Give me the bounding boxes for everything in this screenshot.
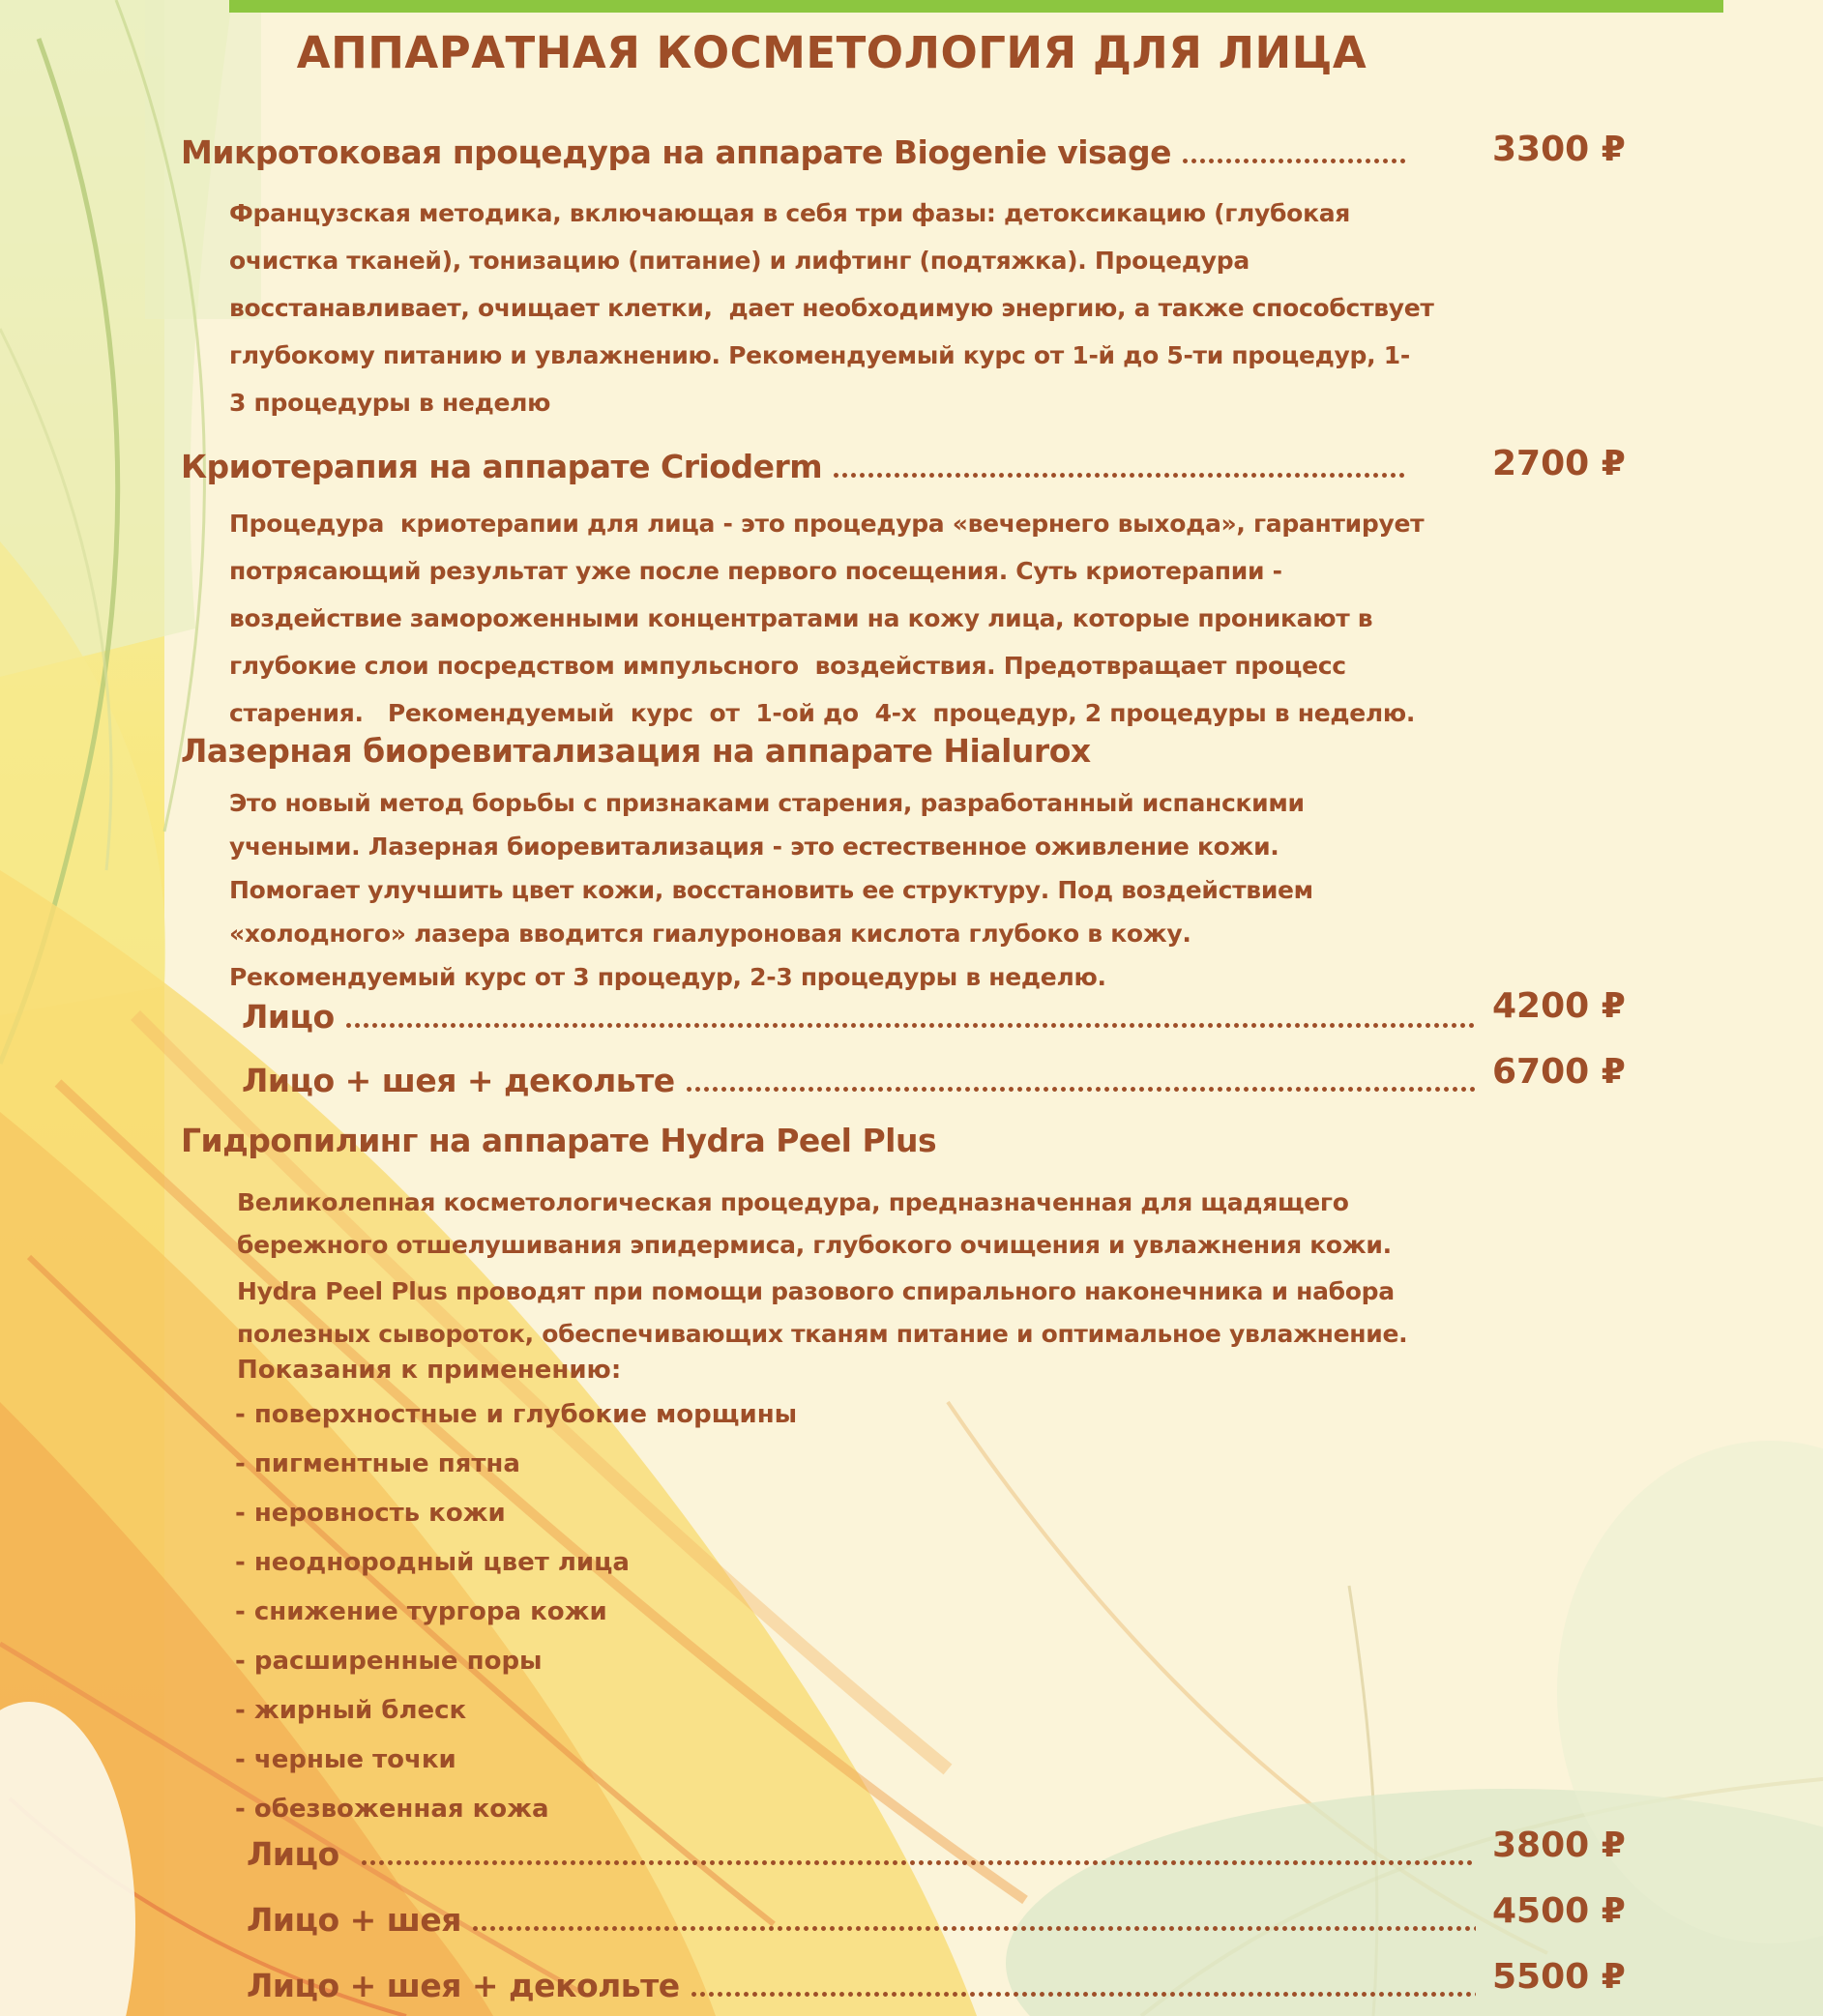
indication-item: - жирный блеск [235, 1696, 467, 1725]
service-row-biogenie [181, 133, 1412, 171]
description-line: Великолепная косметологическая процедура, предназначенная для щадящего [237, 1188, 1349, 1216]
description-line: старения. Рекомендуемый курс от 1-ой до 4-х процедур, 2 процедуры в неделю. [229, 699, 1416, 727]
dotted-leader [691, 1991, 1476, 1998]
price-row-label: Лицо + шея [247, 1901, 461, 1939]
price-row-label: Лицо + шея + декольте [242, 1062, 675, 1099]
price-value: 4200 ₽ [1492, 986, 1626, 1026]
page-title: АППАРАТНАЯ КОСМЕТОЛОГИЯ ДЛЯ ЛИЦА [296, 27, 1367, 78]
price-value: 3800 ₽ [1492, 1826, 1626, 1865]
price-row-label: Лицо [247, 1835, 350, 1873]
description-line: очистка тканей), тонизацию (питание) и лифтинг (подтяжка). Процедура [229, 247, 1250, 275]
service-description-hydra-1 [237, 1182, 1392, 1267]
indication-item: - снижение тургора кожи [235, 1597, 607, 1626]
description-line: Французская методика, включающая в себя три фазы: детоксикацию (глубокая [229, 199, 1351, 227]
indications-list [235, 1390, 797, 1834]
service-heading-biogenie: Микротоковая процедура на аппарате Biogenie visage [181, 133, 1171, 171]
dotted-leader [687, 1086, 1476, 1093]
dotted-leader [473, 1925, 1476, 1932]
top-accent-bar [229, 0, 1723, 13]
price-value: 6700 ₽ [1492, 1052, 1626, 1092]
indication-item: - обезвоженная кожа [235, 1795, 549, 1824]
description-line: глубокие слои посредством импульсного воздействия. Предотвращает процесс [229, 652, 1346, 680]
service-description-crioderm [229, 500, 1424, 737]
service-heading-hydra-peel: Гидропилинг на аппарате Hydra Peel Plus [181, 1122, 937, 1159]
price-row-face [242, 998, 1480, 1036]
description-line: Это новый метод борьбы с признаками старения, разработанный испанскими [229, 789, 1305, 817]
description-line: воздействие замороженными концентратами на кожу лица, которые проникают в [229, 604, 1373, 632]
service-price-biogenie: 3300 ₽ [1492, 130, 1626, 169]
description-line: 3 процедуры в неделю [229, 389, 551, 417]
description-line: учеными. Лазерная биоревитализация - это естественное оживление кожи. [229, 833, 1279, 861]
indication-item: - черные точки [235, 1745, 456, 1774]
service-description-biogenie [229, 190, 1434, 426]
indications-title: Показания к применению: [237, 1356, 622, 1385]
service-description-hialurox [229, 781, 1313, 999]
description-line: Процедура криотерапии для лица - это процедура «вечернего выхода», гарантирует [229, 510, 1425, 538]
service-price-crioderm: 2700 ₽ [1492, 444, 1626, 483]
dotted-leader [362, 1859, 1476, 1866]
service-heading-crioderm: Криотерапия на аппарате Crioderm [181, 448, 823, 485]
price-row-label: Лицо [242, 998, 335, 1036]
description-line: глубокому питанию и увлажнению. Рекомендуемый курс от 1-й до 5-ти процедур, 1- [229, 341, 1410, 369]
description-line: «холодного» лазера вводится гиалуроновая кислота глубоко в кожу. [229, 920, 1191, 948]
description-line: Hydra Peel Plus проводят при помощи разового спирального наконечника и набора [237, 1277, 1395, 1305]
dotted-leader [1183, 158, 1408, 164]
description-line: Помогает улучшить цвет кожи, восстановить ее структуру. Под воздействием [229, 876, 1313, 904]
indication-item: - расширенные поры [235, 1647, 543, 1676]
price-value: 5500 ₽ [1492, 1957, 1626, 1997]
service-heading-hialurox: Лазерная биоревитализация на аппарате Hialurox [181, 732, 1091, 770]
indication-item: - пигментные пятна [235, 1449, 520, 1478]
price-value: 4500 ₽ [1492, 1891, 1626, 1931]
dotted-leader [346, 1022, 1476, 1029]
description-line: восстанавливает, очищает клетки, дает необходимую энергию, а также способствует [229, 294, 1434, 322]
service-row-crioderm [181, 448, 1412, 485]
description-line: потрясающий результат уже после первого посещения. Суть криотерапии - [229, 557, 1282, 585]
description-line: бережного отшелушивания эпидермиса, глубокого очищения и увлажнения кожи. [237, 1231, 1392, 1259]
price-row-face-neck [247, 1901, 1480, 1939]
indication-item: - неровность кожи [235, 1499, 506, 1528]
dotted-leader [834, 472, 1408, 479]
description-line: Рекомендуемый курс от 3 процедур, 2-3 процедуры в неделю. [229, 963, 1106, 991]
price-row-label: Лицо + шея + декольте [247, 1967, 680, 2004]
indication-item: - поверхностные и глубокие морщины [235, 1400, 798, 1429]
description-line: полезных сывороток, обеспечивающих тканям питание и оптимальное увлажнение. [237, 1320, 1408, 1348]
price-row-face-neck-decollete [242, 1062, 1480, 1099]
price-row-face-neck-decollete [247, 1967, 1480, 2004]
price-row-face [247, 1835, 1480, 1873]
service-description-hydra-2 [237, 1271, 1407, 1356]
indication-item: - неоднородный цвет лица [235, 1548, 630, 1577]
